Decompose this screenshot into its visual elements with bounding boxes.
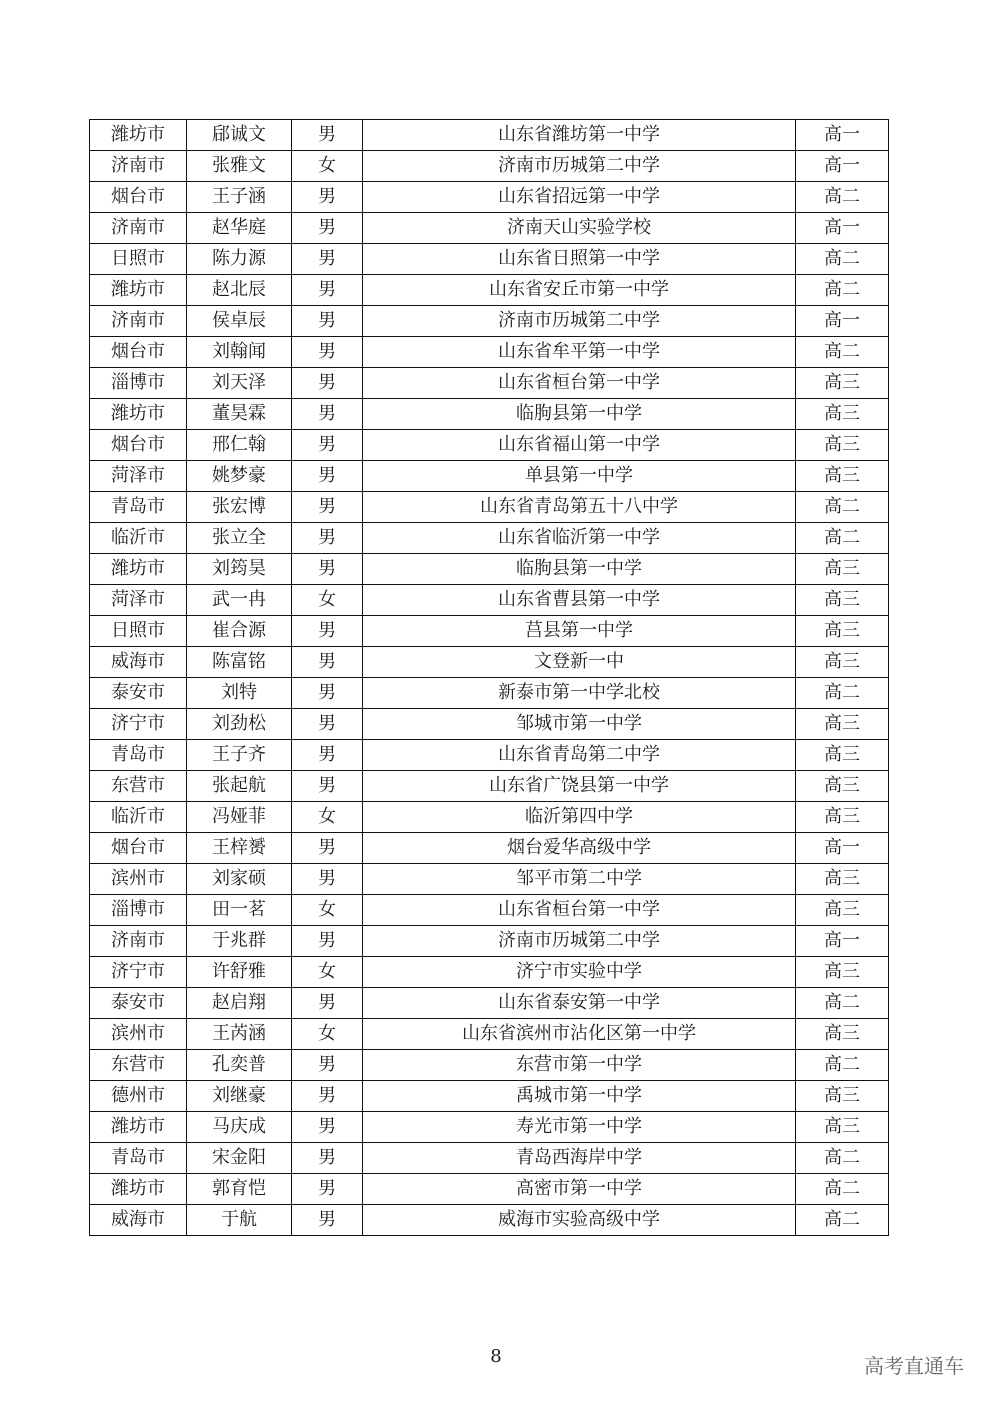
grade-cell: 高二: [796, 678, 889, 709]
gender-cell: 男: [292, 1143, 363, 1174]
city-cell: 威海市: [90, 1205, 187, 1236]
grade-cell: 高二: [796, 182, 889, 213]
grade-cell: 高一: [796, 306, 889, 337]
school-cell: 山东省桓台第一中学: [363, 895, 796, 926]
school-cell: 山东省广饶县第一中学: [363, 771, 796, 802]
gender-cell: 女: [292, 151, 363, 182]
name-cell: 侯卓辰: [187, 306, 292, 337]
school-cell: 烟台爱华高级中学: [363, 833, 796, 864]
school-cell: 临朐县第一中学: [363, 399, 796, 430]
page-number: 8: [490, 1346, 502, 1367]
table-row: [90, 1112, 889, 1143]
name-cell: 刘翰闻: [187, 337, 292, 368]
school-cell: 莒县第一中学: [363, 616, 796, 647]
name-cell: 孔奕普: [187, 1050, 292, 1081]
name-cell: 于兆群: [187, 926, 292, 957]
city-cell: 潍坊市: [90, 275, 187, 306]
school-cell: 禹城市第一中学: [363, 1081, 796, 1112]
gender-cell: 男: [292, 492, 363, 523]
city-cell: 烟台市: [90, 337, 187, 368]
table-row: [90, 213, 889, 244]
table-row: [90, 1081, 889, 1112]
table-row: [90, 120, 889, 151]
gender-cell: 男: [292, 988, 363, 1019]
roster-body: [90, 120, 889, 1236]
grade-cell: 高三: [796, 554, 889, 585]
city-cell: 潍坊市: [90, 1174, 187, 1205]
city-cell: 烟台市: [90, 833, 187, 864]
school-cell: 青岛西海岸中学: [363, 1143, 796, 1174]
gender-cell: 男: [292, 1174, 363, 1205]
grade-cell: 高二: [796, 523, 889, 554]
name-cell: 郈诚文: [187, 120, 292, 151]
school-cell: 济宁市实验中学: [363, 957, 796, 988]
grade-cell: 高三: [796, 1019, 889, 1050]
table-row: [90, 864, 889, 895]
gender-cell: 男: [292, 771, 363, 802]
name-cell: 许舒雅: [187, 957, 292, 988]
name-cell: 邢仁翰: [187, 430, 292, 461]
table-row: [90, 771, 889, 802]
school-cell: 山东省桓台第一中学: [363, 368, 796, 399]
grade-cell: 高一: [796, 120, 889, 151]
gender-cell: 男: [292, 182, 363, 213]
school-cell: 山东省牟平第一中学: [363, 337, 796, 368]
school-cell: 济南天山实验学校: [363, 213, 796, 244]
city-cell: 潍坊市: [90, 554, 187, 585]
school-cell: 山东省潍坊第一中学: [363, 120, 796, 151]
gender-cell: 女: [292, 895, 363, 926]
table-row: [90, 306, 889, 337]
grade-cell: 高三: [796, 430, 889, 461]
name-cell: 张立全: [187, 523, 292, 554]
grade-cell: 高三: [796, 709, 889, 740]
school-cell: 山东省安丘市第一中学: [363, 275, 796, 306]
city-cell: 德州市: [90, 1081, 187, 1112]
grade-cell: 高二: [796, 1050, 889, 1081]
school-cell: 威海市实验高级中学: [363, 1205, 796, 1236]
name-cell: 陈力源: [187, 244, 292, 275]
table-row: [90, 1174, 889, 1205]
name-cell: 崔合源: [187, 616, 292, 647]
grade-cell: 高三: [796, 1081, 889, 1112]
name-cell: 王梓赟: [187, 833, 292, 864]
name-cell: 姚梦豪: [187, 461, 292, 492]
table-row: [90, 616, 889, 647]
name-cell: 王子齐: [187, 740, 292, 771]
city-cell: 泰安市: [90, 988, 187, 1019]
gender-cell: 男: [292, 120, 363, 151]
city-cell: 济南市: [90, 151, 187, 182]
city-cell: 菏泽市: [90, 585, 187, 616]
school-cell: 山东省滨州市沾化区第一中学: [363, 1019, 796, 1050]
city-cell: 济宁市: [90, 957, 187, 988]
city-cell: 济宁市: [90, 709, 187, 740]
grade-cell: 高三: [796, 399, 889, 430]
table-row: [90, 895, 889, 926]
grade-cell: 高二: [796, 1174, 889, 1205]
name-cell: 武一冉: [187, 585, 292, 616]
gender-cell: 男: [292, 430, 363, 461]
name-cell: 于航: [187, 1205, 292, 1236]
grade-cell: 高一: [796, 213, 889, 244]
name-cell: 赵北辰: [187, 275, 292, 306]
gender-cell: 男: [292, 1050, 363, 1081]
city-cell: 临沂市: [90, 802, 187, 833]
city-cell: 青岛市: [90, 1143, 187, 1174]
gender-cell: 男: [292, 337, 363, 368]
gender-cell: 男: [292, 523, 363, 554]
grade-cell: 高三: [796, 1112, 889, 1143]
school-cell: 文登新一中: [363, 647, 796, 678]
table-row: [90, 523, 889, 554]
gender-cell: 男: [292, 926, 363, 957]
gender-cell: 男: [292, 399, 363, 430]
name-cell: 刘继豪: [187, 1081, 292, 1112]
city-cell: 泰安市: [90, 678, 187, 709]
school-cell: 单县第一中学: [363, 461, 796, 492]
city-cell: 日照市: [90, 616, 187, 647]
grade-cell: 高三: [796, 368, 889, 399]
table-row: [90, 275, 889, 306]
gender-cell: 男: [292, 864, 363, 895]
gender-cell: 男: [292, 647, 363, 678]
table-row: [90, 461, 889, 492]
gender-cell: 男: [292, 1112, 363, 1143]
school-cell: 寿光市第一中学: [363, 1112, 796, 1143]
city-cell: 济南市: [90, 306, 187, 337]
school-cell: 山东省福山第一中学: [363, 430, 796, 461]
name-cell: 冯娅菲: [187, 802, 292, 833]
grade-cell: 高三: [796, 616, 889, 647]
table-row: [90, 585, 889, 616]
gender-cell: 女: [292, 585, 363, 616]
gender-cell: 男: [292, 275, 363, 306]
grade-cell: 高三: [796, 647, 889, 678]
city-cell: 潍坊市: [90, 1112, 187, 1143]
gender-cell: 男: [292, 709, 363, 740]
name-cell: 郭育恺: [187, 1174, 292, 1205]
school-cell: 山东省曹县第一中学: [363, 585, 796, 616]
table-row: [90, 151, 889, 182]
name-cell: 田一茗: [187, 895, 292, 926]
city-cell: 日照市: [90, 244, 187, 275]
table-row: [90, 244, 889, 275]
school-cell: 山东省泰安第一中学: [363, 988, 796, 1019]
school-cell: 山东省临沂第一中学: [363, 523, 796, 554]
name-cell: 刘筠昊: [187, 554, 292, 585]
school-cell: 济南市历城第二中学: [363, 306, 796, 337]
table-row: [90, 1143, 889, 1174]
gender-cell: 女: [292, 957, 363, 988]
name-cell: 宋金阳: [187, 1143, 292, 1174]
city-cell: 东营市: [90, 771, 187, 802]
grade-cell: 高三: [796, 740, 889, 771]
grade-cell: 高三: [796, 461, 889, 492]
name-cell: 刘特: [187, 678, 292, 709]
city-cell: 济南市: [90, 926, 187, 957]
gender-cell: 男: [292, 678, 363, 709]
school-cell: 山东省日照第一中学: [363, 244, 796, 275]
city-cell: 潍坊市: [90, 120, 187, 151]
city-cell: 潍坊市: [90, 399, 187, 430]
name-cell: 董昊霖: [187, 399, 292, 430]
grade-cell: 高二: [796, 988, 889, 1019]
school-cell: 山东省青岛第二中学: [363, 740, 796, 771]
city-cell: 烟台市: [90, 182, 187, 213]
table-row: [90, 399, 889, 430]
city-cell: 青岛市: [90, 740, 187, 771]
name-cell: 王子涵: [187, 182, 292, 213]
gender-cell: 男: [292, 368, 363, 399]
table-row: [90, 740, 889, 771]
name-cell: 刘天泽: [187, 368, 292, 399]
name-cell: 张起航: [187, 771, 292, 802]
grade-cell: 高一: [796, 926, 889, 957]
city-cell: 淄博市: [90, 368, 187, 399]
grade-cell: 高二: [796, 1143, 889, 1174]
city-cell: 东营市: [90, 1050, 187, 1081]
name-cell: 马庆成: [187, 1112, 292, 1143]
gender-cell: 男: [292, 833, 363, 864]
name-cell: 赵华庭: [187, 213, 292, 244]
gender-cell: 女: [292, 1019, 363, 1050]
grade-cell: 高三: [796, 585, 889, 616]
table-row: [90, 833, 889, 864]
name-cell: 刘家硕: [187, 864, 292, 895]
table-row: [90, 1019, 889, 1050]
grade-cell: 高二: [796, 337, 889, 368]
grade-cell: 高二: [796, 244, 889, 275]
table-row: [90, 368, 889, 399]
city-cell: 威海市: [90, 647, 187, 678]
name-cell: 张宏博: [187, 492, 292, 523]
name-cell: 陈富铭: [187, 647, 292, 678]
name-cell: 王芮涵: [187, 1019, 292, 1050]
table-row: [90, 802, 889, 833]
school-cell: 济南市历城第二中学: [363, 926, 796, 957]
table-row: [90, 1050, 889, 1081]
gender-cell: 女: [292, 802, 363, 833]
gender-cell: 男: [292, 740, 363, 771]
gender-cell: 男: [292, 213, 363, 244]
gender-cell: 男: [292, 244, 363, 275]
table-row: [90, 1205, 889, 1236]
school-cell: 临沂第四中学: [363, 802, 796, 833]
watermark: 高考直通车: [864, 1354, 964, 1378]
grade-cell: 高二: [796, 275, 889, 306]
grade-cell: 高二: [796, 492, 889, 523]
table-row: [90, 492, 889, 523]
gender-cell: 男: [292, 1205, 363, 1236]
school-cell: 邹城市第一中学: [363, 709, 796, 740]
city-cell: 烟台市: [90, 430, 187, 461]
city-cell: 滨州市: [90, 1019, 187, 1050]
grade-cell: 高三: [796, 864, 889, 895]
school-cell: 邹平市第二中学: [363, 864, 796, 895]
table-row: [90, 988, 889, 1019]
grade-cell: 高三: [796, 957, 889, 988]
grade-cell: 高三: [796, 895, 889, 926]
table-row: [90, 709, 889, 740]
city-cell: 济南市: [90, 213, 187, 244]
grade-cell: 高一: [796, 833, 889, 864]
name-cell: 赵启翔: [187, 988, 292, 1019]
table-row: [90, 430, 889, 461]
table-row: [90, 957, 889, 988]
school-cell: 临朐县第一中学: [363, 554, 796, 585]
name-cell: 张雅文: [187, 151, 292, 182]
school-cell: 山东省招远第一中学: [363, 182, 796, 213]
school-cell: 山东省青岛第五十八中学: [363, 492, 796, 523]
city-cell: 滨州市: [90, 864, 187, 895]
school-cell: 高密市第一中学: [363, 1174, 796, 1205]
school-cell: 新泰市第一中学北校: [363, 678, 796, 709]
name-cell: 刘劲松: [187, 709, 292, 740]
student-roster-table: [89, 119, 889, 1236]
grade-cell: 高三: [796, 802, 889, 833]
grade-cell: 高一: [796, 151, 889, 182]
gender-cell: 男: [292, 554, 363, 585]
grade-cell: 高二: [796, 1205, 889, 1236]
table-row: [90, 554, 889, 585]
table-row: [90, 678, 889, 709]
table-row: [90, 182, 889, 213]
city-cell: 菏泽市: [90, 461, 187, 492]
school-cell: 济南市历城第二中学: [363, 151, 796, 182]
city-cell: 临沂市: [90, 523, 187, 554]
table-row: [90, 337, 889, 368]
school-cell: 东营市第一中学: [363, 1050, 796, 1081]
gender-cell: 男: [292, 461, 363, 492]
city-cell: 淄博市: [90, 895, 187, 926]
gender-cell: 男: [292, 1081, 363, 1112]
table-row: [90, 647, 889, 678]
gender-cell: 男: [292, 306, 363, 337]
city-cell: 青岛市: [90, 492, 187, 523]
grade-cell: 高三: [796, 771, 889, 802]
table-row: [90, 926, 889, 957]
gender-cell: 男: [292, 616, 363, 647]
